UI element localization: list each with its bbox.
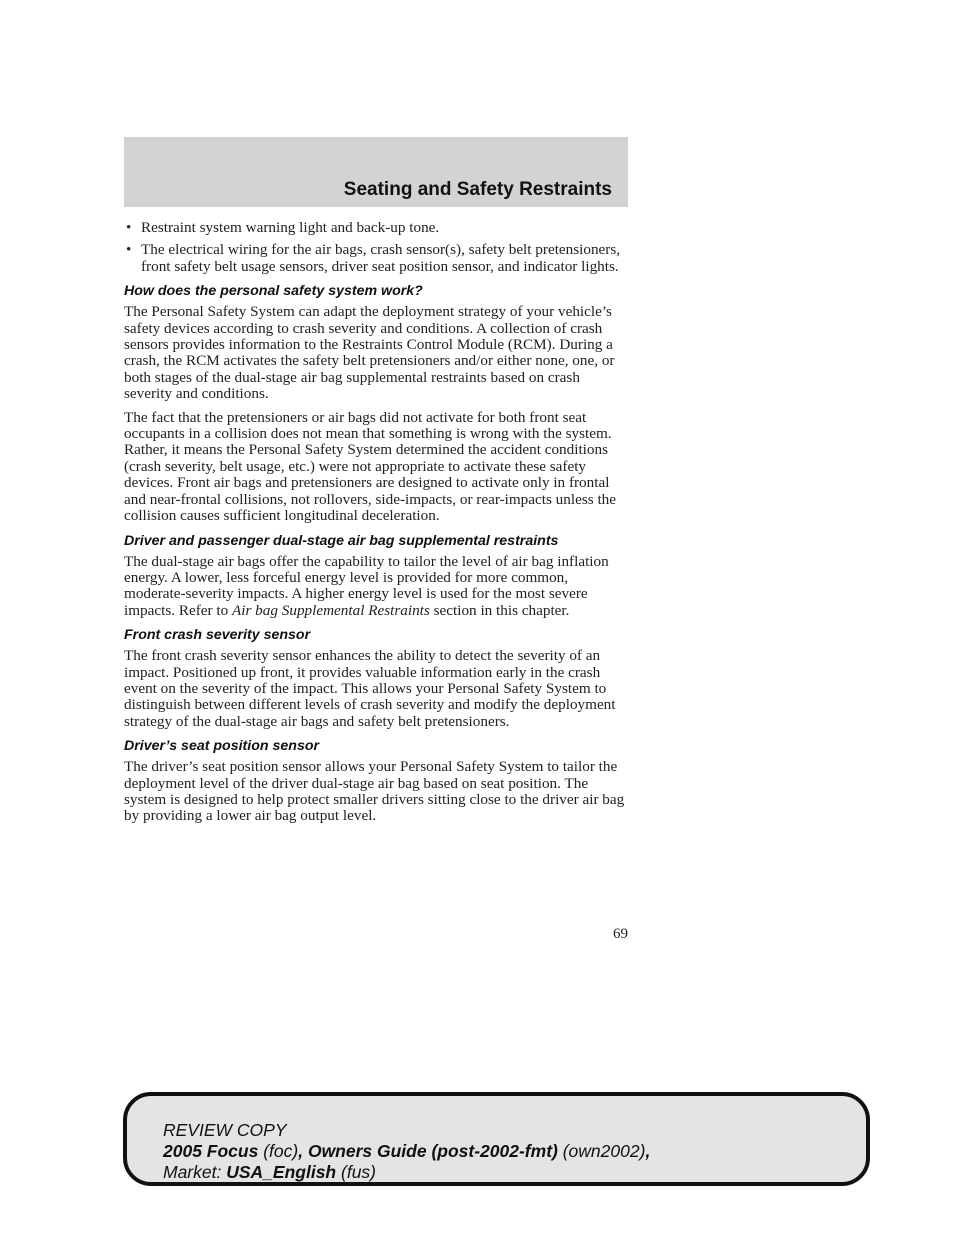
bullet-item: • Restraint system warning light and back-up tone. (126, 219, 440, 236)
paragraph: The driver’s seat position sensor allows your Personal Safety System to tailor the deployment level of the driver dual-stage air bag based on seat position. The system is designed to help protect smaller drivers sitting close to the driver air bag by providing a lower air bag output level. (124, 758, 625, 825)
page-number: 69 (613, 926, 628, 942)
paragraph: The front crash severity sensor enhances the ability to detect the severity of an impact. Positioned up front, it provides valuable information early in the crash event on the severity of the impact. This allows your Personal Safety System to distinguish between different levels of crash severity and modify the deployment strategy of the dual-stage air bags and safety belt pretensioners. (124, 647, 616, 730)
review-market-line: Market: USA_English (fus) (163, 1162, 376, 1182)
subheading-dual-stage-air-bags: Driver and passenger dual-stage air bag supplemental restraints (124, 532, 559, 549)
section-header-band (124, 137, 628, 207)
bullet-dot-icon: • (126, 219, 132, 236)
paragraph: The fact that the pretensioners or air bags did not activate for both front seat occupants in a collision does not mean that something is wrong with the system. Rather, it means the Personal Safety System determined the accident conditions (crash severity, belt usage, etc.) were not appropriate to activate these safety devices. Front air bags and pretensioners are designed to activate only in frontal and near-frontal collisions, not rollovers, side-impacts, or rear-impacts unless the collision causes sufficient longitudinal deceleration. (124, 408, 616, 525)
review-copy-text (163, 1120, 650, 1183)
review-model-line: 2005 Focus (foc), Owners Guide (post-2002-fmt) (own2002), (163, 1141, 651, 1161)
paragraph: The dual-stage air bags offer the capability to tailor the level of air bag inflation energy. A lower, less forceful energy level is provided for more common, moderate-severity impacts. A higher energy level is used for the most severe impacts. Refer to Air bag Supplemental Restraints section in this chapter. (124, 552, 609, 619)
paragraph: The Personal Safety System can adapt the deployment strategy of your vehicle’s safety devices according to crash severity and conditions. A collection of crash sensors provides information to the Restraints Control Module (RCM). During a crash, the RCM activates the safety belt pretensioners and/or either none, one, or both stages of the dual-stage air bag supplemental restraints based on crash severity and conditions. (124, 303, 615, 403)
cross-reference: Air bag Supplemental Restraints (231, 601, 430, 619)
subheading-front-crash-sensor: Front crash severity sensor (124, 627, 311, 644)
subheading-how-it-works: How does the personal safety system work? (124, 283, 423, 300)
bullet-list (124, 220, 629, 275)
bullet-item: • The electrical wiring for the air bags, crash sensor(s), safety belt pretensioners, front safety belt usage sensors, driver seat position sensor, and indicator lights. (126, 241, 621, 275)
review-copy-box (123, 1092, 870, 1186)
bullet-dot-icon: • (126, 241, 132, 259)
subheading-seat-position-sensor: Driver’s seat position sensor (124, 738, 320, 755)
page-content (124, 220, 629, 832)
section-title: Seating and Safety Restraints (343, 179, 612, 200)
review-copy-label: REVIEW COPY (163, 1120, 287, 1140)
